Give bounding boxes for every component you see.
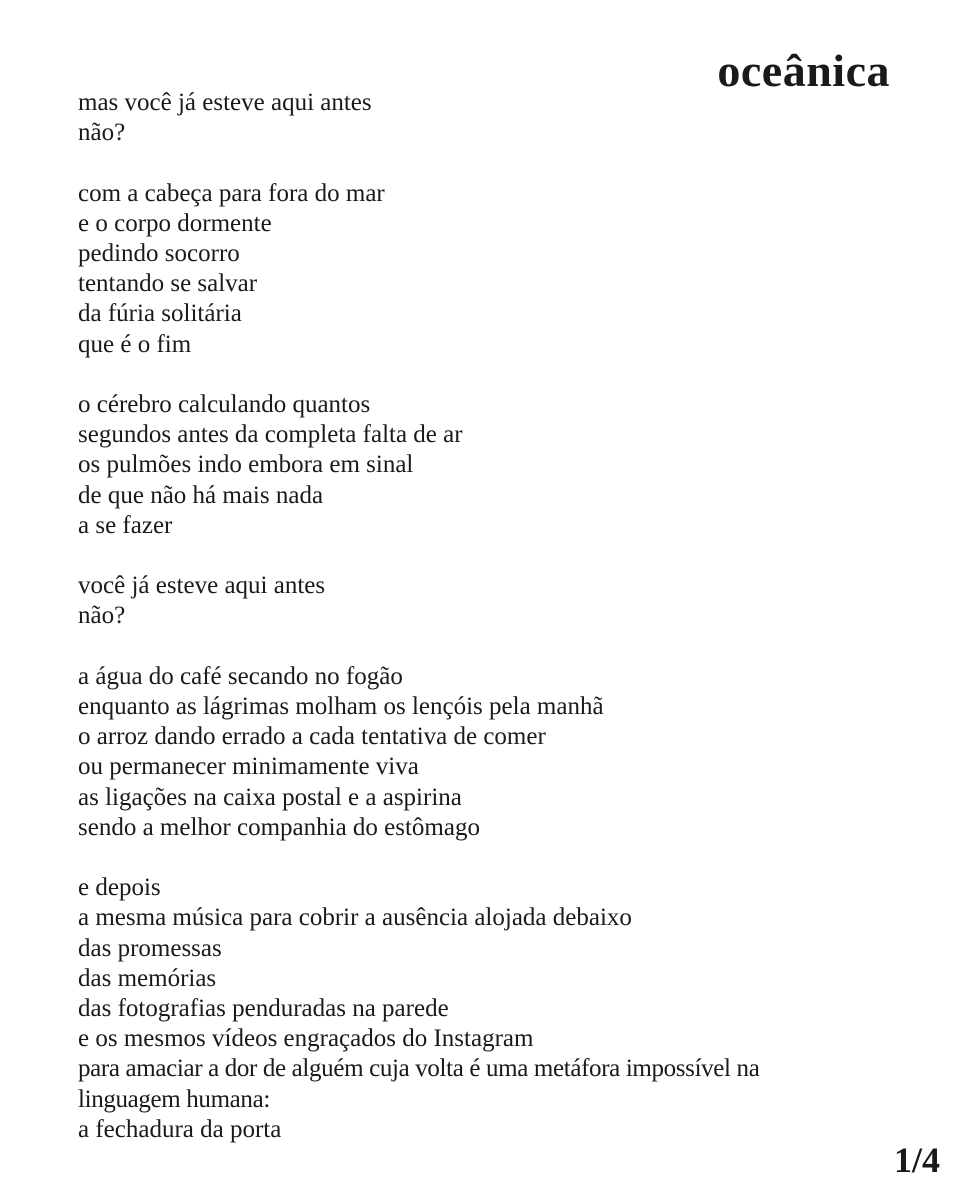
poem-line: com a cabeça para fora do mar [78, 179, 385, 207]
poem-line: os pulmões indo embora em sinal [78, 451, 414, 479]
poem-line: das memórias [78, 964, 217, 992]
poem-line: pedindo socorro [78, 240, 240, 267]
poem-line: e depois [78, 874, 161, 902]
poem-line: não? [78, 119, 126, 147]
poem-line: e o corpo dormente [78, 209, 272, 237]
stanza [78, 88, 898, 148]
stanza [78, 571, 898, 631]
page-number: 1/4 [893, 1140, 940, 1180]
poem-line: você já esteve aqui antes [78, 572, 326, 600]
poem-body [78, 88, 898, 1145]
poem-line: a fechadura da porta [78, 1115, 282, 1143]
poem-line: linguagem humana: [78, 1085, 270, 1113]
poem-line: a se fazer [78, 511, 173, 539]
poem-line: o cérebro calculando quantos [78, 391, 371, 418]
poem-line: das fotografias penduradas na parede [78, 995, 449, 1023]
poem-line: ou permanecer minimamente viva [78, 753, 419, 781]
poem-title: oceânica [717, 45, 890, 96]
stanza [78, 179, 898, 360]
poem-line: das promessas [78, 934, 222, 962]
poem-line: tentando se salvar [78, 270, 258, 298]
stanza [78, 390, 898, 541]
poem-line: sendo a melhor companhia do estômago [78, 813, 480, 841]
poem-line: o arroz dando errado a cada tentativa de comer [78, 723, 546, 751]
poem-line: segundos antes da completa falta de ar [78, 421, 463, 449]
poem-line: da fúria solitária [78, 300, 242, 328]
poem-line: a mesma música para cobrir a ausência alojada debaixo [78, 904, 632, 932]
stanza [78, 662, 898, 843]
poem-line: de que não há mais nada [78, 481, 324, 509]
poem-line: enquanto as lágrimas molham os lençóis pela manhã [78, 693, 604, 720]
poem-line: não? [78, 602, 126, 630]
poem-line: a água do café secando no fogão [78, 662, 403, 690]
poem-line: que é o fim [78, 330, 192, 358]
poem-line: as ligações na caixa postal e a aspirina [78, 783, 462, 811]
stanza [78, 873, 898, 1145]
poem-line: mas você já esteve aqui antes [78, 89, 372, 116]
poem-line: para amaciar a dor de alguém cuja volta é uma metáfora impossível na [78, 1055, 760, 1083]
poem-line: e os mesmos vídeos engraçados do Instagram [78, 1025, 534, 1053]
